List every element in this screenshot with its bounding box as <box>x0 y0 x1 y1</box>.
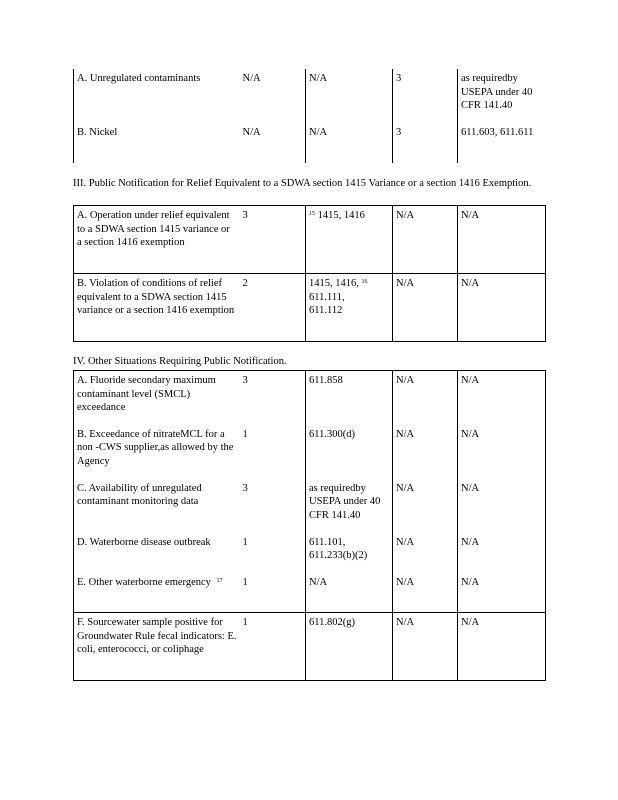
cell-col2: N/A <box>242 73 261 84</box>
cell-item: D. Waterborne disease outbreak <box>77 536 211 548</box>
cell-col2: 1 <box>242 576 248 588</box>
section-heading-iii: III. Public Notification for Relief Equivalent to a SDWA section 1415 Variance or a section 1416 Exemption. <box>73 178 532 189</box>
cell-col3: as requiredby USEPA under 40 CFR 141.40 <box>306 479 393 533</box>
cell-item: C. Availability of unregulated contaminant monitoring data <box>77 482 202 507</box>
cell-col5: 611.603, 611.611 <box>458 123 546 163</box>
cell-col3-line3: 611.112 <box>309 305 343 316</box>
cell-col4: N/A <box>393 533 458 573</box>
cell-col2: N/A <box>242 127 261 138</box>
cell-col4: N/A <box>393 479 458 533</box>
cell-col5: N/A <box>458 533 546 573</box>
cell-col3: 611.858 <box>306 371 393 425</box>
cell-col3: 611.101, 611.233(b)(2) <box>306 533 393 573</box>
table-row <box>74 613 546 681</box>
cell-col4: N/A <box>393 613 458 681</box>
footnote-ref: 15 <box>309 211 315 217</box>
cell-item: B. Nickel <box>74 123 240 163</box>
cell-item: A. Unregulated contaminants <box>74 69 240 123</box>
section-iv-table <box>73 370 546 681</box>
cell-col3-text: 1415, 1416 <box>317 210 365 221</box>
footnote-ref: 16 <box>361 279 368 285</box>
cell-col4: N/A <box>393 573 458 613</box>
cell-item: F. Sourcewater sample positive for Groundwater Rule fecal indicators: E. coli, enterococci, or coliphage <box>77 617 237 655</box>
cell-item: A. Fluoride secondary maximum contaminant level (SMCL) exceedance <box>77 375 216 413</box>
table-row <box>74 123 546 163</box>
table-row <box>74 533 546 573</box>
cell-col5: N/A <box>458 274 546 342</box>
cell-col3: N/A <box>306 123 393 163</box>
cell-col5: N/A <box>458 425 546 479</box>
cell-col2: 1 <box>242 536 248 548</box>
cell-col2: 1 <box>242 617 248 628</box>
cell-col5: N/A <box>458 573 546 613</box>
cell-item: B. Exceedance of nitrateMCL for a non -CWS supplier,as allowed by the Agency <box>77 428 234 467</box>
table-row <box>74 573 546 613</box>
cell-col3: N/A <box>306 69 393 123</box>
cell-col4: N/A <box>393 206 458 274</box>
cell-col2: 3 <box>242 375 248 386</box>
table-row <box>74 425 546 479</box>
cell-col3-line2: 611.111, <box>309 291 345 303</box>
continuation-table <box>73 69 546 163</box>
cell-col3: 611.300(d) <box>306 425 393 479</box>
footnote-ref: 17 <box>216 577 223 584</box>
cell-col5: N/A <box>458 613 546 681</box>
cell-col4: 3 <box>393 69 458 123</box>
table-row <box>74 371 546 425</box>
cell-col5: N/A <box>458 371 546 425</box>
cell-col5: N/A <box>458 479 546 533</box>
section-heading-iv: IV. Other Situations Requiring Public Notification. <box>73 356 287 367</box>
cell-col5: N/A <box>458 206 546 274</box>
cell-item-text: E. Other waterborne emergency <box>77 576 211 588</box>
cell-col3: N/A <box>306 573 393 613</box>
cell-col4: N/A <box>393 274 458 342</box>
table-row <box>74 69 546 123</box>
cell-col3: 611.802(g) <box>306 613 393 681</box>
cell-col2: 3 <box>240 206 306 274</box>
cell-col4: 3 <box>393 123 458 163</box>
cell-col5: as requiredby USEPA under 40 CFR 141.40 <box>458 69 546 123</box>
cell-col2: 1 <box>242 428 248 440</box>
table-row <box>74 274 546 342</box>
cell-col4: N/A <box>393 425 458 479</box>
table-row <box>74 206 546 274</box>
table-row <box>74 479 546 533</box>
cell-col2: 3 <box>242 482 248 494</box>
cell-col3 <box>306 274 393 342</box>
cell-col4: N/A <box>393 371 458 425</box>
cell-item <box>74 573 240 613</box>
cell-col3-line1: 1415, 1416, <box>309 278 359 289</box>
cell-item: A. Operation under relief equivalent to a SDWA section 1415 variance or a section 1416 exemption <box>74 206 240 274</box>
section-iii-table <box>73 205 546 342</box>
cell-col3 <box>306 206 393 274</box>
cell-col2: 2 <box>240 274 306 342</box>
cell-item: B. Violation of conditions of relief equivalent to a SDWA section 1415 variance or a section 1416 exemption <box>74 274 240 342</box>
